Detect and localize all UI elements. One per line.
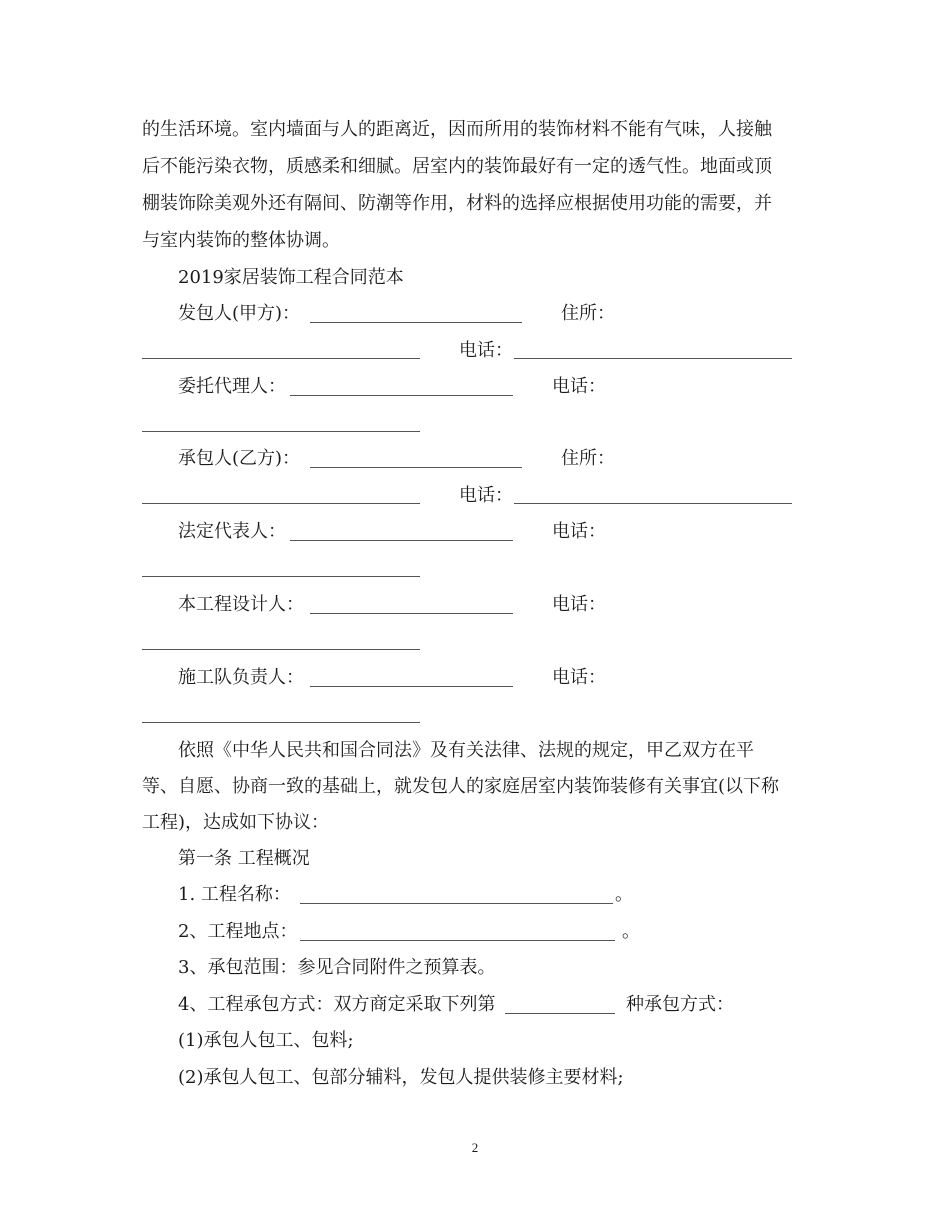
sheji-field[interactable] bbox=[310, 595, 513, 614]
address-label: 住所： bbox=[561, 303, 615, 324]
agreement-line: 等、自愿、协商一致的基础上，就发包人的家庭居室内装饰装修有关事宜(以下称 bbox=[142, 776, 780, 797]
item1-end: 。 bbox=[615, 884, 633, 905]
item2-end: 。 bbox=[622, 921, 640, 942]
sheji-label: 本工程设计人： bbox=[178, 594, 304, 615]
fading-label: 法定代表人： bbox=[178, 521, 286, 542]
fading-phone-field[interactable] bbox=[142, 558, 420, 577]
project-name-field[interactable] bbox=[300, 885, 613, 904]
phone-label: 电话： bbox=[552, 594, 606, 615]
item4-suffix: 种承包方式： bbox=[626, 994, 734, 1015]
shigong-phone-field[interactable] bbox=[142, 704, 420, 723]
option-2: (2)承包人包工、包部分辅料，发包人提供装修主要材料; bbox=[178, 1067, 624, 1088]
phone-label: 电话： bbox=[552, 521, 606, 542]
agreement-line: 工程)，达成如下协议： bbox=[142, 812, 330, 833]
item3: 3、承包范围：参见合同附件之预算表。 bbox=[178, 957, 496, 978]
option-1: (1)承包人包工、包料; bbox=[178, 1030, 354, 1051]
shigong-field[interactable] bbox=[310, 668, 513, 687]
chengbao-label: 承包人(乙方)： bbox=[178, 448, 301, 469]
sheji-phone-field[interactable] bbox=[142, 631, 420, 650]
intro-line: 与室内装饰的整体协调。 bbox=[142, 230, 340, 251]
item2-label: 2、工程地点： bbox=[178, 921, 298, 942]
contract-method-field[interactable] bbox=[505, 995, 615, 1014]
article1-heading: 第一条 工程概况 bbox=[178, 848, 310, 869]
phone-label: 电话： bbox=[459, 340, 513, 361]
phone-label: 电话： bbox=[552, 376, 606, 397]
chengbao-address-field[interactable] bbox=[142, 485, 420, 504]
phone-label: 电话： bbox=[552, 667, 606, 688]
weituo-phone-field[interactable] bbox=[142, 413, 420, 432]
contract-title: 2019家居装饰工程合同范本 bbox=[178, 267, 404, 288]
intro-line: 后不能污染衣物，质感柔和细腻。居室内的装饰最好有一定的透气性。地面或顶 bbox=[142, 156, 772, 177]
agreement-line: 依照《中华人民共和国合同法》及有关法律、法规的规定，甲乙双方在平 bbox=[178, 740, 754, 761]
weituo-label: 委托代理人： bbox=[178, 376, 286, 397]
shigong-label: 施工队负责人： bbox=[178, 667, 304, 688]
fabao-phone-field[interactable] bbox=[514, 340, 792, 359]
project-location-field[interactable] bbox=[300, 922, 615, 941]
fabao-address-field[interactable] bbox=[142, 340, 420, 359]
weituo-field[interactable] bbox=[290, 377, 513, 396]
item1-label: 1. 工程名称： bbox=[178, 884, 291, 905]
fabao-field[interactable] bbox=[310, 304, 522, 323]
address-label: 住所： bbox=[561, 448, 615, 469]
chengbao-field[interactable] bbox=[310, 449, 522, 468]
page-number: 2 bbox=[471, 1140, 479, 1155]
intro-line: 棚装饰除美观外还有隔间、防潮等作用，材料的选择应根据使用功能的需要，并 bbox=[142, 193, 772, 214]
fading-field[interactable] bbox=[290, 522, 513, 541]
fabao-label: 发包人(甲方)： bbox=[178, 303, 301, 324]
phone-label: 电话： bbox=[459, 485, 513, 506]
intro-line: 的生活环境。室内墙面与人的距离近，因而所用的装饰材料不能有气味，人接触 bbox=[142, 119, 772, 140]
item4-label: 4、工程承包方式：双方商定采取下列第 bbox=[178, 994, 496, 1015]
chengbao-phone-field[interactable] bbox=[514, 485, 792, 504]
